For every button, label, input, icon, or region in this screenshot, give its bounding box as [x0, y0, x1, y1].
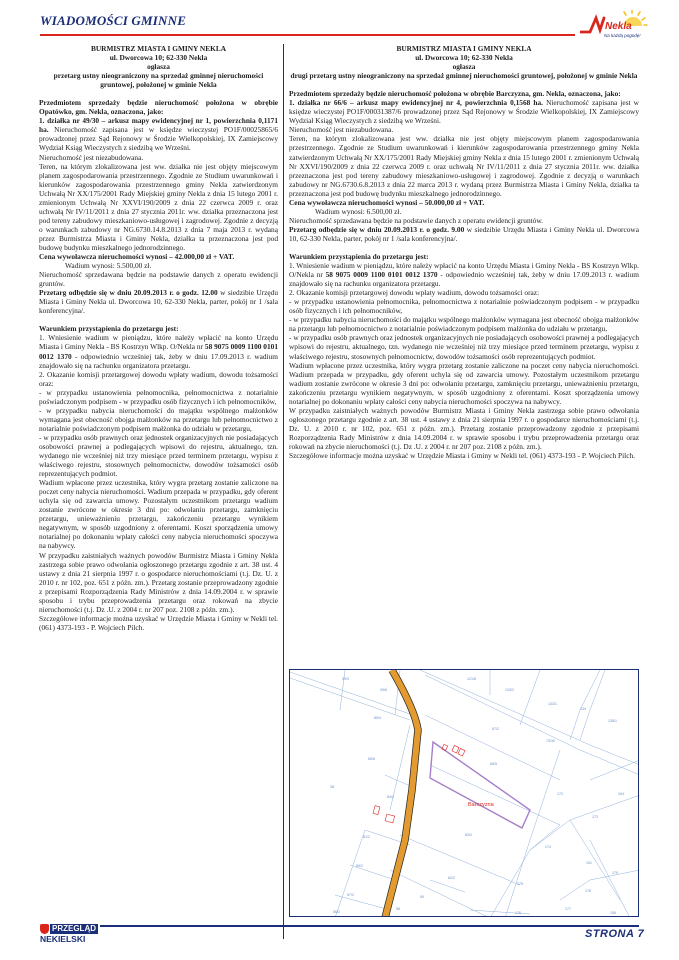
page-number: STRONA 7 [585, 928, 645, 940]
parcel-66-6-outline [430, 742, 530, 828]
left-announcement [39, 44, 278, 632]
svg-text:151: 151 [586, 861, 592, 865]
svg-text:175: 175 [517, 882, 523, 886]
left-heading-5: gruntowej, położonej w gminie Nekla [100, 80, 217, 90]
section-title: WIADOMOŚCI GMINNE [40, 13, 187, 28]
right-deposit: Wadium wynosi: 6.500,00 zł. [315, 206, 402, 216]
svg-text:Na każdą pogodę!: Na każdą pogodę! [604, 33, 641, 38]
svg-text:178: 178 [585, 889, 591, 893]
svg-text:135/1: 135/1 [608, 719, 617, 723]
svg-text:67/2: 67/2 [492, 727, 499, 731]
svg-text:121/8: 121/8 [467, 677, 476, 681]
svg-text:134: 134 [580, 707, 586, 711]
svg-text:83/2: 83/2 [465, 833, 472, 837]
map-place-label: Barczyzna [468, 802, 494, 808]
svg-text:39/6: 39/6 [380, 688, 387, 692]
left-deposit-rules: Wadium wpłacone przez uczestnika, który wygra przetarg zostanie zaliczone na poczet ceny nabycia nieruchomości. Wadium przepada w przypadku, gdy oferent uchyla się od zawarcia umowy. Pozostałym uczestnikom przetargu wadium zostanie zwrócone w okresie 3 dni po: odwołaniu przetargu, zamknięciu przetargu, unieważnieniu przetargu, zakończeniu przetargu wynikiem negatywnym, w sposób uzgodniony z oferentami. Koszt sporządzenia umowy notarialnej po dokonaniu wpłaty całości ceny nabycia nieruchomości spoczywa na nabywcy. [39, 478, 278, 551]
right-announcement [289, 44, 639, 460]
right-heading-1: BURMISTRZ MIASTA I GMINY NEKLA [396, 44, 532, 53]
left-basis: Nieruchomość sprzedawana będzie na podstawie danych z operatu ewidencji gruntów. [39, 270, 278, 289]
parcel-map [289, 669, 639, 917]
left-heading-3: ogłasza [147, 62, 170, 72]
left-parcel-text: Nieruchomość zapisana jest w księdze wieczystej PO1F/00025865/6 prowadzonej przez Sąd Rejonowy w Środzie Wielkopolskiej, IX Zamiejscowy Wydział Ksiąg Wieczystych z siedzibą we Wrześni. [39, 125, 278, 153]
right-subject: Przedmiotem sprzedaży będzie nieruchomość położona w obrębie Barczyzna, gm. Nekla, oznaczona, jako: [289, 89, 621, 99]
svg-text:66/5: 66/5 [490, 762, 497, 766]
svg-text:172: 172 [557, 792, 563, 796]
svg-text:59: 59 [420, 895, 424, 899]
left-cond2-c: - w przypadku osób prawnych oraz jednostek organizacyjnych nie posiadających osobowości prawnej a podlegających wpisowi do rejestru, aktualnego, tzn. wydanego nie wcześniej niż trzy miesiące przed terminem przetargu, wypisu z właściwego rejestru, stosownych pełnomocnictw, dowodów tożsamości osób reprezentujących podmiot. [39, 432, 278, 479]
left-heading-4: przetarg ustny nieograniczony na sprzedaż gminnej nieruchomości [53, 71, 264, 81]
svg-text:Nekla: Nekla [605, 21, 632, 32]
left-legal: W przypadku zaistniałych ważnych powodów Burmistrz Miasta i Gminy Nekla zastrzega sobie prawo odwołania ogłoszonego przetargu zgodnie z art. 38 ust. 4 ustawy z dnia 21 sierpnia 1997 r. o gospodarce nieruchomościami (t.j. Dz. U. z 2010 r. nr 102, poz. 651 z późn. zm.). Przetarg zostanie przeprowadzony zgodnie z przepisami Rozporządzenia Rady Ministrów z dnia 14.09.2004 r. w sprawie sposobu i trybu przeprowadzenia przetargu oraz rokowań na zbycie nieruchomości (t.j. Dz .U. z 2004 r. nr 207 poz. 2108 z późn. zm.). [39, 550, 278, 614]
left-contact: Szczegółowe informacje można uzyskać w Urzędzie Miasta i Gminy w Nekli tel. (061) 4373-193 - P. Wojciech Pilch. [39, 613, 278, 632]
right-basis: Nieruchomość sprzedawana będzie na podstawie danych z operatu ewidencji gruntów. [289, 215, 544, 225]
svg-text:58: 58 [396, 907, 400, 911]
right-cond2-b: - w przypadku nabycia nieruchomości do majątku wspólnego małżonków wymagana jest obecność obojga małżonków na przetargu lub pełnomocnictwo z notarialnie poświadczonym podpisem małżonka do udziału w przetargu, [289, 315, 639, 334]
right-heading-2: ul. Dworcowa 10; 62-330 Nekla [415, 53, 513, 63]
right-undeveloped: Nieruchomość jest niezabudowana. [289, 125, 394, 135]
svg-text:156: 156 [610, 911, 616, 915]
svg-text:39/3: 39/3 [342, 677, 349, 681]
svg-text:173: 173 [592, 815, 598, 819]
svg-text:38: 38 [330, 785, 334, 789]
left-undeveloped: Nieruchomość jest niezabudowana. [39, 152, 144, 162]
right-cond2: 2. Okazanie komisji przetargowej dowodu wpłaty wadium, dowodu tożsamości oraz: [289, 288, 540, 298]
right-cond2-a: - w przypadku ustanowienia pełnomocnika, pełnomocnictwa z notarialnie poświadczonym podpisem - w przypadku osób fizycznych i ich pełnomocników, [289, 297, 639, 316]
right-account-number: 58 9075 0009 1100 0101 0012 1370 [325, 270, 438, 280]
header-rule [40, 34, 575, 36]
left-zoning: Teren, na którym zlokalizowana jest ww. działka nie jest objęty miejscowym planem zagospodarowania przestrzennego. Zgodnie ze Studium uwarunkowań i kierunków zagospodarowania przestrzennego gminy Nekla zatwierdzonym Uchwałą Nr XX/175/2001 Rady Miejskiej gminy Nekla z dnia 15 lutego 2001 r. zmienionym Uchwałą Nr XXVI/190/2009 z dnia 22 czerwca 2009 r. oraz uchwałą Nr IV/11/2011 z dnia 27 stycznia 2011r. ww. działka przeznaczona jest pod tereny zabudowy mieszkaniowo-usługowej i zagrodowej. Zgodnie z decyzją o warunkach zabudowy nr NG.6730.14.8.2013 z dnia 7 maja 2013 r. wydaną przez Burmistrza Miasta i Gminy Nekla, działka ta przeznaczona jest pod budowę budynku mieszkalnego jednorodzinnego. [39, 161, 278, 252]
left-cond1-post: - odpowiednio wcześniej tak, żeby w dniu 17.09.2013 r. wadium znajdowało się na rachunku organizatora przetargu. [39, 351, 278, 370]
left-subject: Przedmiotem sprzedaży będzie nieruchomość położona w obrębie Opatówko, gm. Nekla, oznaczona, jako: [39, 98, 278, 117]
left-cond2-a: - w przypadku ustanowienia pełnomocnika, pełnomocnictwa z notarialnie poświadczonym podpisem - w przypadku osób fizycznych i ich pełnomocników, [39, 387, 278, 406]
svg-text:179: 179 [612, 871, 618, 875]
right-cond1 [289, 261, 639, 288]
right-legal: W przypadku zaistniałych ważnych powodów Burmistrz Miasta i Gminy Nekla zastrzega sobie prawo odwołania ogłoszonego przetargu zgodnie z art. 38 ust. 4 ustawy z dnia 21 sierpnia 1997 r. o gospodarce nieruchomościami (t.j. Dz. U. z 2010 r. nr 102, poz. 651 z późn. zm.). Przetarg zostanie przeprowadzony zgodnie z przepisami Rozporządzenia Rady Ministrów z dnia 14.09.2004 r. w sprawie sposobu i trybu przeprowadzenia przetargu oraz rokowań na zbycie nieruchomości (t.j. Dz .U. z 2004 r. nr 207 poz. 2108 z późn. zm.). [289, 405, 639, 451]
left-price: Cena wywoławcza nieruchomości wynosi – 42.000,00 zł + VAT. [39, 252, 235, 262]
svg-text:177: 177 [565, 907, 571, 911]
right-heading-3: ogłasza [452, 62, 476, 72]
right-deposit-rules: Wadium wpłacone przez uczestnika, który wygra przetarg zostanie zaliczone na poczet ceny nabycia nieruchomości. Wadium przepada w przypadku, gdy oferent uchyla się od zawarcia umowy. Pozostałym uczestnikom przetargu wadium zostanie zwrócone w okresie 3 dni po: odwołaniu przetargu, zamknięciu przetargu, unieważnieniu przetargu, zakończeniu przetargu wynikiem negatywnym, w sposób uzgodniony z oferentami. Koszt sporządzenia umowy notarialnej po dokonaniu wpłaty całości ceny nabycia nieruchomości spoczywa na nabywcy. [289, 360, 639, 406]
left-date-text: w siedzibie Urzędu Miasta i Gminy Nekla ul. Dworcowa 10, 62-330 Nekla, parter, pokój nr 1 /sala konferencyjna/. [39, 288, 278, 316]
right-contact: Szczegółowe informacje można uzyskać w Urzędzie Miasta i Gminy w Nekli tel. (061) 4373-193 - P. Wojciech Pilch. [289, 451, 635, 461]
svg-text:65/8: 65/8 [368, 757, 375, 761]
sun-icon [580, 10, 662, 40]
left-cond2: 2. Okazanie komisji przetargowej dowodu wpłaty wadium, dowodu tożsamości oraz: [39, 369, 278, 388]
left-parcel-bold: 1. działka nr 49/30 – arkusz mapy ewidencyjnej nr 1, powierzchnia 0,1171 ha. [39, 116, 278, 135]
svg-text:176: 176 [515, 911, 521, 915]
svg-text:73/30: 73/30 [546, 739, 555, 743]
left-cond2-b: - w przypadku nabycia nieruchomości do majątku wspólnego małżonków wymagana jest obecność obojga małżonków na przetargu lub pełnomocnictwo z notarialnie poświadczonym podpisem małżonka do udziału w przetargu, [39, 405, 278, 433]
left-cond1 [39, 333, 278, 369]
footer-rule [100, 925, 639, 927]
left-heading-2: ul. Dworcowa 10; 62-330 Nekla [109, 53, 208, 63]
svg-text:133/1: 133/1 [548, 702, 557, 706]
right-cond1-post: - odpowiednio wcześniej tak, żeby w dniu 17.09.2013 r. wadium znajdowało się na rachunku organizatora przetargu. [289, 270, 639, 289]
nekla-logo [580, 10, 662, 40]
right-cond2-c: - w przypadku osób prawnych oraz jednostek organizacyjnych nie posiadających osobowości prawnej a podlegających wpisowi do rejestru, aktualnego, tzn. wydanego nie wcześniej niż trzy miesiące przed terminem przetargu, wypisu z właściwego rejestru, stosownych pełnomocnictw, dowodów tożsamości osób reprezentujących podmiot. [289, 333, 639, 361]
brand-bottom: NEKIELSKI [40, 934, 86, 944]
right-zoning: Teren, na którym zlokalizowana jest ww. działka nie jest objęty miejscowym planem zagospodarowania przestrzennego. Zgodnie ze Studium uwarunkowań i kierunków zagospodarowania przestrzennego gminy Nekla zatwierdzonym Uchwałą Nr XX/175/2001 Rady Miejskiej gminy Nekla z dnia 15 lutego 2001 r. zmienionym Uchwałą Nr XXVI/190/2009 z dnia 22 czerwca 2009 r. oraz uchwałą Nr IV/11/2011 z dnia 27 stycznia 2011r. ww. działka przeznaczona jest pod tereny zabudowy mieszkaniowo-usługowej i zagrodowej. Zgodnie z decyzją o warunkach zabudowy nr NG.6730.6.8.2013 z dnia 22 marca 2013 r. wydaną przez Burmistrza Miasta i Gminy Nekla, działka ta przeznaczona jest pod budowę budynku mieszkalnego jednorodzinnego. [289, 134, 639, 198]
left-conditions-heading: Warunkiem przystąpienia do przetargu jest: [39, 324, 179, 334]
svg-text:85/4: 85/4 [374, 716, 381, 720]
brand-top: PRZEGLĄD [52, 924, 96, 933]
svg-text:194: 194 [618, 792, 624, 796]
left-parcel [39, 116, 278, 152]
przeglad-nekielski-logo [40, 924, 98, 944]
svg-text:84/2: 84/2 [387, 795, 394, 799]
svg-text:133/2: 133/2 [505, 688, 514, 692]
right-price: Cena wywoławcza nieruchomości wynosi – 50.000,00 zł + VAT. [289, 197, 485, 207]
left-date [39, 288, 278, 315]
svg-text:62/2: 62/2 [448, 876, 455, 880]
left-date-bold: Przetarg odbędzie się w dniu 20.09.2013 r. o godz. 12.00 [39, 288, 218, 298]
right-parcel-text: Nieruchomość zapisana jest w księdze wieczystej PO1F/00031387/6 prowadzonej przez Sąd Rejonowy w Środzie Wielkopolskiej, IX Zamiejscowy Wydział Ksiąg Wieczystych z siedzibą we Wrześni. [289, 98, 639, 126]
right-date-bold: Przetarg odbędzie się w dniu 20.09.2013 r. o godz. 9.00 [289, 224, 465, 234]
right-date [289, 225, 639, 243]
right-cond1-pre: 1. Wniesienie wadium w pieniądzu, które należy wpłacić na konto Urzędu Miasta i Gminy Nekla - BS Kostrzyn Wlkp. O/Nekla nr [289, 261, 639, 280]
right-heading-4: drugi przetarg ustny nieograniczony na sprzedaż gminnej nieruchomości gruntowej, położonej w gminie Nekla [290, 71, 638, 81]
svg-text:59/2: 59/2 [356, 864, 363, 868]
left-heading-1: BURMISTRZ MIASTA I GMINY NEKLA [90, 44, 227, 53]
svg-text:81/2: 81/2 [363, 835, 370, 839]
svg-text:174: 174 [545, 845, 551, 849]
right-conditions-heading: Warunkiem przystąpienia do przetargu jest: [289, 251, 429, 261]
left-deposit: Wadium wynosi: 5.500,00 zł. [65, 261, 152, 271]
left-account-number: 58 9075 0009 1100 0101 0012 1370 [39, 342, 278, 361]
column-divider [283, 44, 284, 939]
left-cond1-pre: 1. Wniesienie wadium w pieniądzu, które należy wpłacić na konto Urzędu Miasta i Gminy Nekla - BS Kostrzyn Wlkp. O/Nekla nr [39, 333, 278, 352]
right-date-text: w siedzibie Urzędu Miasta i Gminy Nekla ul. Dworcowa 10, 62-330 Nekla, parter, pokój nr 1 /sala konferencyjna/. [289, 224, 639, 243]
right-parcel [289, 98, 639, 125]
svg-text:56/2: 56/2 [333, 910, 340, 914]
right-parcel-bold: 1. działka nr 66/6 – arkusz mapy ewidencyjnej nr 4, powierzchnia 0,1568 ha. [289, 98, 543, 108]
crest-icon [40, 924, 49, 934]
svg-text:57/2: 57/2 [347, 893, 354, 897]
